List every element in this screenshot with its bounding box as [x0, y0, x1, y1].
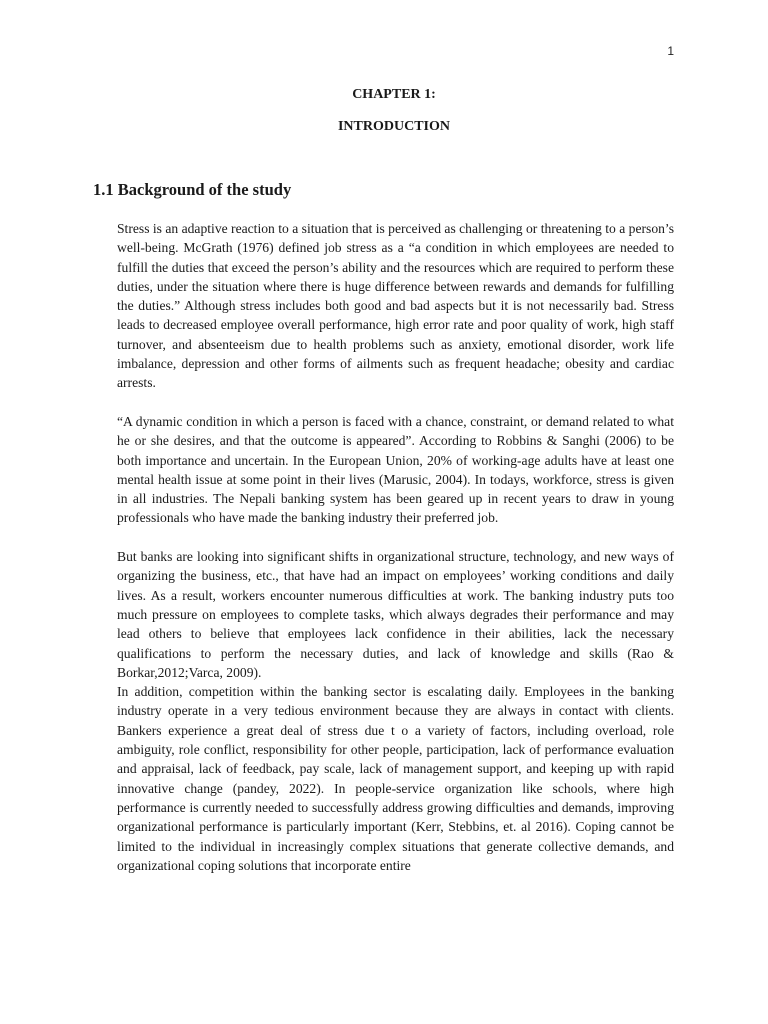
section-heading: 1.1 Background of the study	[93, 180, 292, 199]
paragraph-3: But banks are looking into significant shifts in organizational structure, technology, and new ways of organizing the business, etc., that have had an impact on employees’ working conditions and daily lives. As a result, workers encounter numerous difficulties at work. The banking industry puts too much pressure on employees to complete tasks, which always degrades their performance and may lead others to believe that employees lack confidence in their abilities, lack the necessary qualifications to perform the necessary duties, and lack of knowledge and skills (Rao & Borkar,2012;Varca, 2009).	[117, 549, 674, 680]
paragraph-2: “A dynamic condition in which a person is faced with a chance, constraint, or demand related to what he or she desires, and that the outcome is appeared”. According to Robbins & Sanghi (2006) to be both importance and uncertain. In the European Union, 20% of working-age adults have at least one mental health issue at some point in their lives (Marusic, 2004). In todays, workforce, stress is given in all industries. The Nepali banking system has been geared up in recent years to draw in young professionals who have made the banking industry their preferred job.	[117, 413, 674, 526]
body-text	[117, 219, 674, 875]
paragraph-1: Stress is an adaptive reaction to a situation that is perceived as challenging or threatening to a person’s well-being. McGrath (1976) defined job stress as a “a condition in which employees are needed to fulfill the duties that exceed the person’s ability and the resources which are required to perform these duties, under the situation where there is huge difference between rewards and demands for fulfilling the duties.” Although stress includes both good and bad aspects but it is not necessarily bad. Stress leads to decreased employee overall performance, high error rate and poor quality of work, high staff turnover, and absenteeism due to health problems such as anxiety, emotional disorder, work life imbalance, depression and other forms of ailments such as frequent headache; obesity and cardiac arrests.	[117, 221, 674, 391]
paragraph-4: In addition, competition within the banking sector is escalating daily. Employees in the banking industry operate in a very tedious environment because they are always in contact with clients. Bankers experience a great deal of stress due t o a variety of factors, including overload, role ambiguity, role conflict, responsibility for other people, participation, lack of performance evaluation and appraisal, lack of feedback, pay scale, lack of management support, and keeping up with rapid innovative change (pandey, 2022). In people-service organization like schools, where high performance is currently needed to successfully address growing difficulties and demands, improving organizational performance is particularly important (Kerr, Stebbins, et. al 2016). Coping cannot be limited to the individual in increasingly complex situations that generate collective demands, and organizational coping solutions that incorporate entire	[117, 684, 674, 873]
chapter-title: INTRODUCTION	[337, 119, 450, 134]
chapter-label: CHAPTER 1:	[352, 87, 436, 102]
page-number: 1	[667, 44, 674, 58]
